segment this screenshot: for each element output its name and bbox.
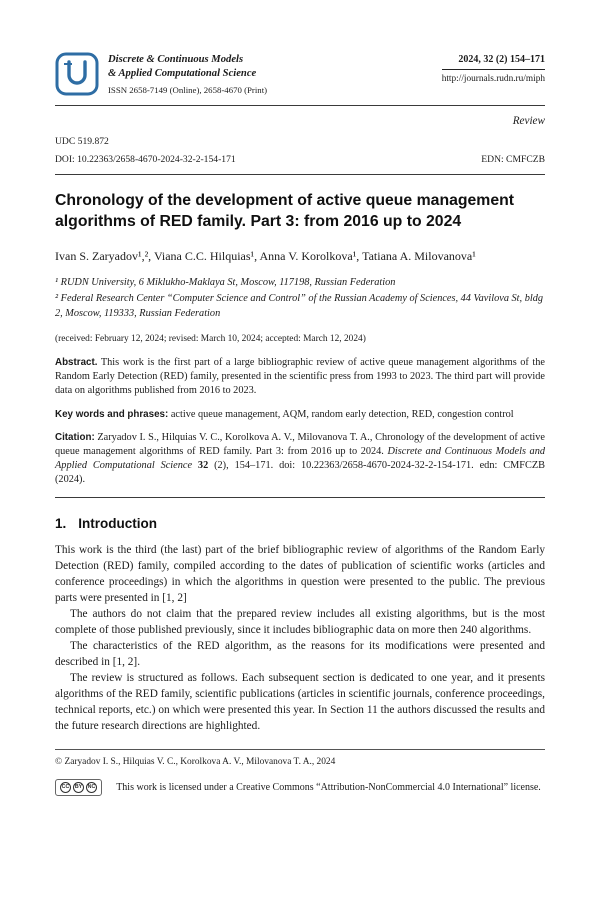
citation-journal-name: Discrete and Continuous Models and Applied Computational Science <box>55 445 545 472</box>
copyright-line: © Zaryadov I. S., Hilquias V. C., Korolkova A. V., Milovanova T. A., 2024 <box>55 756 336 767</box>
udc-code: UDC 519.872 <box>55 136 109 147</box>
citation-label: Citation: <box>55 431 95 443</box>
journal-name-line2: & Applied Computational Science <box>108 67 257 79</box>
doi-text: DOI: 10.22363/2658-4670-2024-32-2-154-171 <box>55 154 236 165</box>
cc-nc-icon: NC <box>86 782 97 793</box>
abstract-block <box>55 356 545 399</box>
journal-url-link[interactable]: http://journals.rudn.ru/miph <box>441 74 545 84</box>
volume-issue-pages: 2024, 32 (2) 154–171 <box>442 54 545 70</box>
section-heading-introduction <box>55 516 545 531</box>
edn-text: EDN: CMFCZB <box>481 154 545 165</box>
abstract-text: This work is the first part of a large bibliographic review of active queue management algorithms of the Random Early Detection (RED) family, presented in the scientific press from 1993 to 2023. The third part will provide data on algorithms published from 2016 to 2023. <box>55 356 546 397</box>
journal-issn: ISSN 2658-7149 (Online), 2658-4670 (Print) <box>108 84 268 95</box>
journal-identity <box>55 52 267 96</box>
section-title: Introduction <box>78 515 157 531</box>
citation-text-2: (2), 154–171. doi: 10.22363/2658-4670-2024-32-2-154-171. edn: CMFCZB (2024). <box>55 460 545 486</box>
rudn-logo-icon <box>55 52 99 96</box>
license-row <box>55 779 545 796</box>
affiliation-2: ² Federal Research Center “Computer Science and Control” of the Russian Academy of Sciences, 44 Vavilova St, bldg 2, Moscow, 119333, Russian Federation <box>55 293 544 319</box>
header-divider <box>55 105 545 106</box>
abstract-divider <box>55 497 545 498</box>
logo-u-shape <box>69 62 85 83</box>
keywords-block <box>55 408 545 422</box>
keywords-label: Key words and phrases: <box>55 408 169 420</box>
intro-paragraph-4: The review is structured as follows. Each subsequent section is dedicated to one year, and it presents algorithms of the RED family, scientific publications (articles in scientific journals, conference proceedings, technical reports, etc.) on which were presented this year. In Section 11 the authors discussed the results and the future research directions are highlighted. <box>55 671 545 732</box>
license-text: This work is licensed under a Creative Commons “Attribution-NonCommercial 4.0 International” license. <box>116 781 541 793</box>
doi-edn-row <box>55 154 545 165</box>
article-type-label: Review <box>512 115 545 127</box>
article-dates: (received: February 12, 2024; revised: March 10, 2024; accepted: March 12, 2024) <box>55 333 366 344</box>
article-title: Chronology of the development of active queue management algorithms of RED family. Part 3: from 2016 up to 2024 <box>55 192 515 230</box>
section-number: 1. <box>55 515 67 531</box>
citation-volume: 32 <box>197 460 209 472</box>
journal-meta <box>108 52 267 96</box>
authors-line: Ivan S. Zaryadov¹,², Viana C.C. Hilquias¹, Anna V. Korolkova¹, Tatiana A. Milovanova¹ <box>55 248 476 263</box>
journal-header <box>55 52 545 96</box>
intro-paragraph-1: This work is the third (the last) part of the brief bibliographic review of algorithms of the Random Early Detection (RED) family, compiled according to the dates of publication of scientific works (articles and conference proceedings) in which the algorithms in question were presented to the public. The previous parts were presented in [1, 2] <box>55 543 545 604</box>
intro-paragraph-2: The authors do not claim that the prepared review includes all existing algorithms, but is the most complete of those published previously, since it includes bibliographic data on more then 240 algorithms. <box>55 607 545 636</box>
cc-license-badge[interactable] <box>55 779 102 796</box>
cc-by-icon: BY <box>73 782 84 793</box>
issue-info <box>442 52 545 84</box>
journal-name-line1: Discrete & Continuous Models <box>108 54 244 65</box>
affiliation-1: ¹ RUDN University, 6 Miklukho-Maklaya St, Moscow, 117198, Russian Federation <box>55 276 396 288</box>
abstract-label: Abstract. <box>55 356 98 368</box>
logo-frame <box>57 54 97 94</box>
meta-divider <box>55 174 545 175</box>
footer-divider <box>55 749 545 750</box>
cc-icon: CC <box>60 782 71 793</box>
citation-block <box>55 431 545 488</box>
intro-paragraph-3: The characteristics of the RED algorithm, as the reasons for its modifications were presented and described in [1, 2]. <box>55 639 545 668</box>
keywords-text: active queue management, AQM, random early detection, RED, congestion control <box>170 408 514 420</box>
citation-text-1: Zaryadov I. S., Hilquias V. C., Korolkova A. V., Milovanova T. A., Chronology of the development of active queue management algorithms of RED family. Part 3: from 2016 up to 2024. <box>55 431 546 457</box>
